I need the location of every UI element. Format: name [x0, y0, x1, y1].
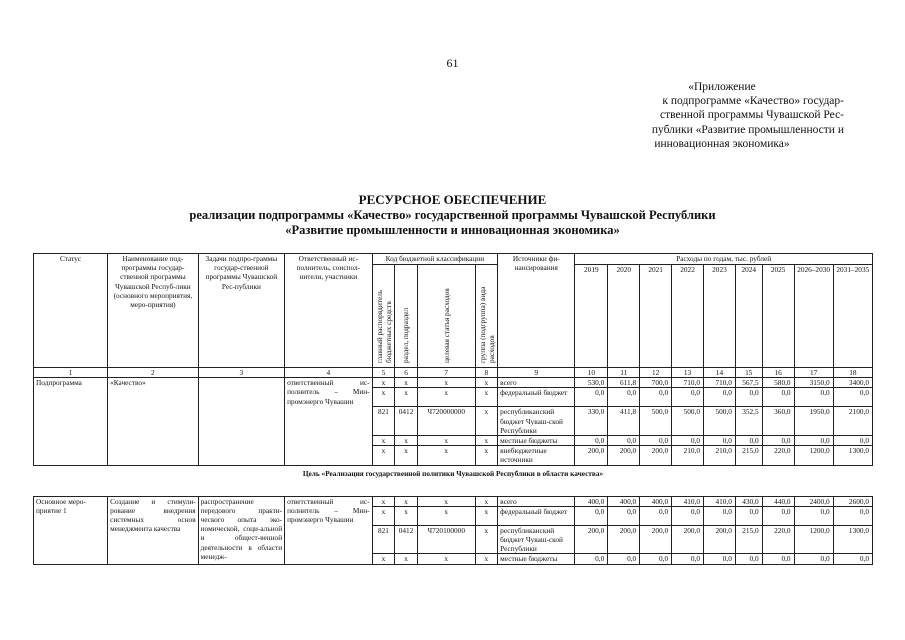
- cell-value: 0,0: [575, 506, 608, 525]
- cell-value: 1300,0: [833, 446, 872, 465]
- row-responsible: [285, 496, 372, 564]
- cell-code-main: x: [372, 388, 395, 407]
- header-budget-code: Код бюджетной классификации: [372, 254, 498, 265]
- cell-code-main: x: [372, 436, 395, 446]
- cell-value: 400,0: [608, 496, 640, 506]
- cell-value: 352,5: [735, 407, 762, 436]
- header-year: 2023: [704, 265, 736, 368]
- header-code-section: [395, 265, 418, 368]
- cell-value: 0,0: [735, 554, 762, 564]
- cell-value: 200,0: [608, 525, 640, 554]
- document-title: [0, 192, 905, 239]
- cell-value: 0,0: [575, 554, 608, 564]
- cell-code-main: x: [372, 446, 395, 465]
- cell-code-main: 821: [372, 525, 395, 554]
- col-number: 8: [475, 368, 498, 378]
- page-number: 61: [446, 56, 459, 70]
- cell-value: 330,0: [575, 407, 608, 436]
- cell-value: 0,0: [794, 554, 833, 564]
- cell-value: 200,0: [640, 446, 672, 465]
- col-number: 1: [34, 368, 108, 378]
- cell-code-group: x: [475, 407, 498, 436]
- header-year: 2022: [672, 265, 704, 368]
- cell-value: 0,0: [672, 436, 704, 446]
- header-code-section-text: раздел, подраздел: [401, 307, 411, 363]
- title-line-1: РЕСУРСНОЕ ОБЕСПЕЧЕНИЕ: [358, 192, 547, 207]
- cell-code-section: x: [395, 554, 418, 564]
- cell-value: 411,8: [608, 407, 640, 436]
- cell-value: 0,0: [640, 436, 672, 446]
- header-year: 2025: [762, 265, 794, 368]
- cell-code-section: x: [395, 506, 418, 525]
- cell-code-main: x: [372, 554, 395, 564]
- cell-value: 2600,0: [833, 496, 872, 506]
- cell-source: федеральный бюджет: [498, 506, 575, 525]
- cell-value: 0,0: [608, 436, 640, 446]
- cell-value: 0,0: [640, 506, 672, 525]
- cell-code-target: x: [417, 554, 475, 564]
- cell-value: 215,0: [735, 525, 762, 554]
- cell-code-target: Ч720100000: [417, 525, 475, 554]
- cell-value: 400,0: [640, 496, 672, 506]
- cell-code-section: x: [395, 446, 418, 465]
- row-tasks: [198, 378, 284, 465]
- col-number: 3: [198, 368, 284, 378]
- cell-value: 360,0: [762, 407, 794, 436]
- cell-code-target: x: [417, 388, 475, 407]
- row-responsible-text: ответственный ис-полнитель – Мин-промэнерго Чувашии: [287, 378, 370, 406]
- header-year: 2026–2030: [794, 265, 833, 368]
- cell-value: 2100,0: [833, 407, 872, 436]
- cell-value: 200,0: [608, 446, 640, 465]
- cell-code-group: x: [475, 554, 498, 564]
- table-row: [34, 378, 873, 388]
- cell-value: 200,0: [640, 525, 672, 554]
- col-number: 15: [735, 368, 762, 378]
- row-responsible: [285, 378, 372, 465]
- col-number: 9: [498, 368, 575, 378]
- cell-code-section: x: [395, 436, 418, 446]
- cell-value: 210,0: [672, 446, 704, 465]
- column-number-row: [34, 368, 873, 378]
- col-number: 7: [417, 368, 475, 378]
- header-code-group-text: группа (подгруппа) вида расходов: [477, 286, 496, 363]
- cell-code-section: 0412: [395, 407, 418, 436]
- col-number: 11: [608, 368, 640, 378]
- header-responsible: Ответственный ис-полнитель, соиспол-нители, участники: [285, 254, 372, 368]
- cell-code-target: x: [417, 496, 475, 506]
- col-number: 16: [762, 368, 794, 378]
- cell-source: внебюджетные источники: [498, 446, 575, 465]
- resource-table: [33, 253, 873, 565]
- cell-value: 200,0: [575, 525, 608, 554]
- cell-code-section: x: [395, 388, 418, 407]
- row-responsible-text: ответственный ис-полнитель – Мин-промэнерго Чувашии: [287, 496, 370, 525]
- cell-code-section: x: [395, 496, 418, 506]
- cell-value: 0,0: [704, 506, 736, 525]
- col-number: 10: [575, 368, 608, 378]
- cell-value: 0,0: [762, 506, 794, 525]
- appendix-line-3: ственной программы Чувашской Рес-: [660, 109, 844, 122]
- title-line-3: «Развитие промышленности и инновационная экономика»: [285, 223, 620, 237]
- row-name: [108, 496, 199, 564]
- cell-source: республиканский бюджет Чуваш-ской Республики: [498, 407, 575, 436]
- cell-value: 1300,0: [833, 525, 872, 554]
- cell-value: 0,0: [640, 554, 672, 564]
- cell-value: 200,0: [672, 525, 704, 554]
- cell-code-group: x: [475, 496, 498, 506]
- cell-source: федеральный бюджет: [498, 388, 575, 407]
- cell-source: всего: [498, 496, 575, 506]
- col-number: 18: [833, 368, 872, 378]
- cell-code-target: x: [417, 446, 475, 465]
- col-number: 4: [285, 368, 372, 378]
- cell-value: 3150,0: [794, 378, 833, 388]
- cell-code-target: x: [417, 506, 475, 525]
- row-name: «Качество»: [108, 378, 199, 465]
- cell-value: 1200,0: [794, 446, 833, 465]
- cell-value: 200,0: [704, 525, 736, 554]
- row-status: Подпрограмма: [34, 378, 108, 465]
- cell-value: 0,0: [672, 506, 704, 525]
- cell-value: 1950,0: [794, 407, 833, 436]
- title-line-2: реализации подпрограммы «Качество» государственной программы Чувашской Республики: [189, 207, 716, 222]
- cell-value: 220,0: [762, 525, 794, 554]
- header-status: Статус: [34, 254, 108, 368]
- cell-value: 0,0: [704, 388, 736, 407]
- cell-value: 0,0: [833, 554, 872, 564]
- cell-code-group: x: [475, 525, 498, 554]
- header-code-target: [417, 265, 475, 368]
- header-year: 2019: [575, 265, 608, 368]
- cell-value: 1200,0: [794, 525, 833, 554]
- header-code-main-text: главный распорядитель бюджетных средств: [374, 289, 393, 363]
- cell-value: 220,0: [762, 446, 794, 465]
- cell-value: 0,0: [704, 554, 736, 564]
- col-number: 6: [395, 368, 418, 378]
- cell-value: 0,0: [608, 554, 640, 564]
- cell-code-target: x: [417, 436, 475, 446]
- goal-row: [34, 465, 873, 482]
- cell-code-main: 821: [372, 407, 395, 436]
- cell-value: 0,0: [735, 506, 762, 525]
- cell-value: 215,0: [735, 446, 762, 465]
- cell-value: 0,0: [735, 436, 762, 446]
- cell-value: 530,0: [575, 378, 608, 388]
- cell-value: 611,8: [608, 378, 640, 388]
- cell-value: 0,0: [704, 436, 736, 446]
- cell-code-section: 0412: [395, 525, 418, 554]
- row-tasks: [198, 496, 284, 564]
- appendix-line-4: публики «Развитие промышленности и: [651, 123, 844, 136]
- goal-text: Цель «Реализация государственной политики Чувашской Республики в области качества»: [302, 469, 604, 479]
- cell-code-section: x: [395, 378, 418, 388]
- cell-value: 430,0: [735, 496, 762, 506]
- cell-value: 0,0: [575, 436, 608, 446]
- cell-value: 0,0: [794, 388, 833, 407]
- appendix-line-5: инновационная экономика»: [654, 137, 790, 150]
- cell-code-target: Ч720000000: [417, 407, 475, 436]
- cell-value: 200,0: [575, 446, 608, 465]
- cell-code-group: x: [475, 436, 498, 446]
- col-number: 14: [704, 368, 736, 378]
- cell-value: 710,0: [672, 378, 704, 388]
- cell-value: 3400,0: [833, 378, 872, 388]
- cell-value: 2400,0: [794, 496, 833, 506]
- cell-value: 0,0: [608, 388, 640, 407]
- cell-source: республиканский бюджет Чуваш-ской Республики: [498, 525, 575, 554]
- header-year: 2020: [608, 265, 640, 368]
- cell-value: 440,0: [762, 496, 794, 506]
- cell-value: 0,0: [575, 388, 608, 407]
- col-number: 12: [640, 368, 672, 378]
- header-year: 2031–2035: [833, 265, 872, 368]
- cell-value: 710,0: [704, 378, 736, 388]
- cell-value: 410,0: [672, 496, 704, 506]
- cell-value: 0,0: [833, 388, 872, 407]
- cell-value: 0,0: [833, 506, 872, 525]
- col-number: 17: [794, 368, 833, 378]
- cell-code-main: x: [372, 496, 395, 506]
- cell-value: 0,0: [640, 388, 672, 407]
- header-tasks: Задачи подпро-граммы государ-ственной программы Чувашской Рес-публики: [198, 254, 284, 368]
- cell-code-group: x: [475, 388, 498, 407]
- row-tasks-text: распространение передового практи-ческого опыта эко-номической, соци-альной и общест-венной деятельности в области менедж-: [200, 496, 283, 561]
- cell-code-group: x: [475, 446, 498, 465]
- header-year: 2021: [640, 265, 672, 368]
- cell-value: 210,0: [704, 446, 736, 465]
- cell-value: 700,0: [640, 378, 672, 388]
- cell-code-group: x: [475, 378, 498, 388]
- cell-source: местные бюджеты: [498, 554, 575, 564]
- appendix-line-2: к подпрограмме «Качество» государ-: [662, 95, 844, 108]
- cell-code-main: x: [372, 506, 395, 525]
- header-name: Наименование под-программы государ-ственной программы Чувашской Респуб-лики (основного мероприятия, меро-приятия): [108, 254, 199, 368]
- cell-value: 0,0: [794, 506, 833, 525]
- col-number: 13: [672, 368, 704, 378]
- cell-code-group: x: [475, 506, 498, 525]
- cell-code-main: x: [372, 378, 395, 388]
- cell-value: 500,0: [704, 407, 736, 436]
- cell-value: 0,0: [762, 436, 794, 446]
- col-number: 5: [372, 368, 395, 378]
- cell-source: местные бюджеты: [498, 436, 575, 446]
- header-expenses: Расходы по годам, тыс. рублей: [575, 254, 873, 265]
- cell-source: всего: [498, 378, 575, 388]
- header-code-main: [372, 265, 395, 368]
- cell-code-target: x: [417, 378, 475, 388]
- cell-value: 0,0: [762, 554, 794, 564]
- cell-value: 0,0: [833, 436, 872, 446]
- cell-value: 0,0: [794, 436, 833, 446]
- cell-value: 567,5: [735, 378, 762, 388]
- cell-value: 580,0: [762, 378, 794, 388]
- cell-value: 0,0: [672, 554, 704, 564]
- appendix-note: [600, 80, 844, 151]
- col-number: 2: [108, 368, 199, 378]
- cell-value: 500,0: [672, 407, 704, 436]
- cell-value: 0,0: [672, 388, 704, 407]
- cell-value: 0,0: [762, 388, 794, 407]
- header-year: 2024: [735, 265, 762, 368]
- header-code-target-text: целевая статья расходов: [441, 288, 451, 363]
- cell-value: 0,0: [735, 388, 762, 407]
- appendix-line-1: «Приложение: [688, 81, 756, 93]
- header-sources: Источники фи-нансирования: [498, 254, 575, 368]
- cell-value: 500,0: [640, 407, 672, 436]
- cell-value: 410,0: [704, 496, 736, 506]
- cell-value: 0,0: [608, 506, 640, 525]
- cell-value: 400,0: [575, 496, 608, 506]
- row-name-text: Создание и стимули-рование внедрения системных основ менеджмента качества: [110, 496, 196, 534]
- row-status: Основное меро-приятие 1: [34, 496, 108, 564]
- table-row: [34, 496, 873, 506]
- header-code-group: [475, 265, 498, 368]
